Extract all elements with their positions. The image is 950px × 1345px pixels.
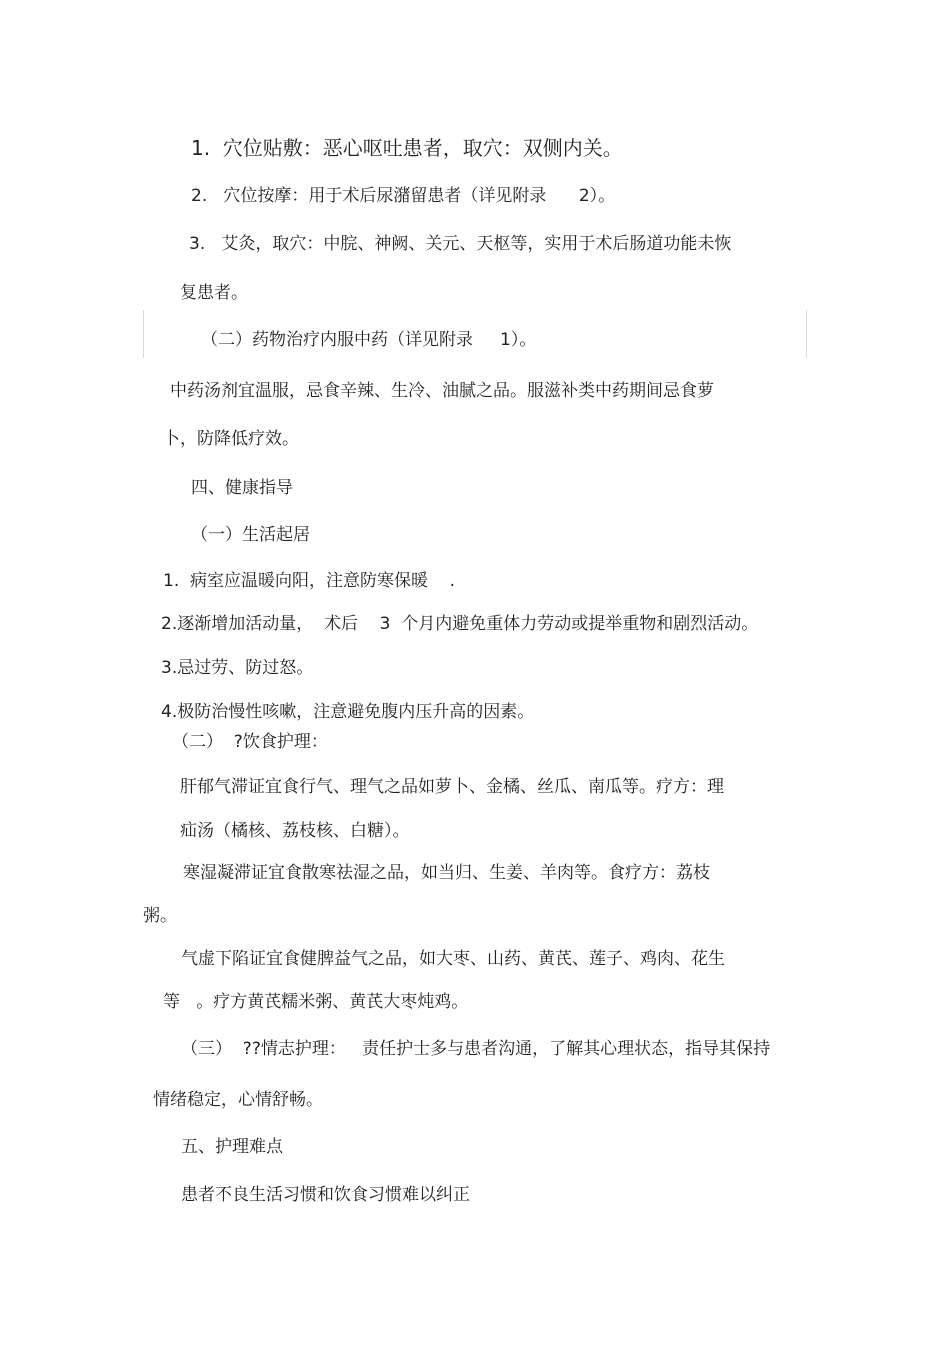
- text-line: 寒湿凝滞证宜食散寒祛湿之品，如当归、生姜、羊肉等。食疗方：荔枝: [183, 863, 710, 883]
- text-line: 粥。: [143, 906, 177, 926]
- margin-rule-right: [806, 310, 807, 358]
- text-line: 气虚下陷证宜食健脾益气之品，如大枣、山药、黄芪、莲子、鸡肉、花生: [181, 949, 725, 969]
- text-line: 患者不良生活习惯和饮食习惯难以纠正: [181, 1185, 470, 1205]
- text-line: 2. 穴位按摩：用于术后尿潴留患者（详见附录 2）。: [191, 186, 616, 206]
- text-line: 情绪稳定，心情舒畅。: [153, 1090, 323, 1110]
- section-heading: （三） ??情志护理： 责任护士多与患者沟通，了解其心理状态，指导其保持: [181, 1039, 771, 1059]
- list-item: 1. 病室应温暖向阳，注意防寒保暖 .: [163, 571, 456, 591]
- text-line: 卜，防降低疗效。: [163, 429, 299, 449]
- text-line: 中药汤剂宜温服，忌食辛辣、生冷、油腻之品。服滋补类中药期间忌食萝: [170, 381, 714, 401]
- section-heading: （一）生活起居: [191, 525, 310, 545]
- margin-rule-left: [143, 310, 144, 358]
- section-heading: （二） ?饮食护理：: [172, 732, 328, 752]
- list-item: 2.逐渐增加活动量， 术后 3 个月内避免重体力劳动或提举重物和剧烈活动。: [161, 614, 759, 634]
- text-line: 复患者。: [180, 283, 248, 303]
- list-item: 4.极防治慢性咳嗽，注意避免腹内压升高的因素。: [161, 702, 535, 722]
- text-line: 3. 艾灸，取穴：中脘、神阙、关元、天枢等，实用于术后肠道功能未恢: [189, 234, 732, 254]
- section-heading: （二）药物治疗内服中药（详见附录 1）。: [201, 330, 537, 350]
- text-line: 等 。疗方黄芪糯米粥、黄芪大枣炖鸡。: [163, 992, 469, 1012]
- text-line: 肝郁气滞证宜食行气、理气之品如萝卜、金橘、丝瓜、南瓜等。疗方：理: [180, 777, 724, 797]
- section-heading: 四、健康指导: [191, 478, 293, 498]
- list-item: 3.忌过劳、防过怒。: [161, 658, 314, 678]
- text-line: 1. 穴位贴敷：恶心呕吐患者，取穴：双侧内关。: [191, 136, 623, 160]
- text-line: 疝汤（橘核、荔枝核、白糖）。: [180, 821, 410, 841]
- section-heading: 五、护理难点: [181, 1137, 283, 1157]
